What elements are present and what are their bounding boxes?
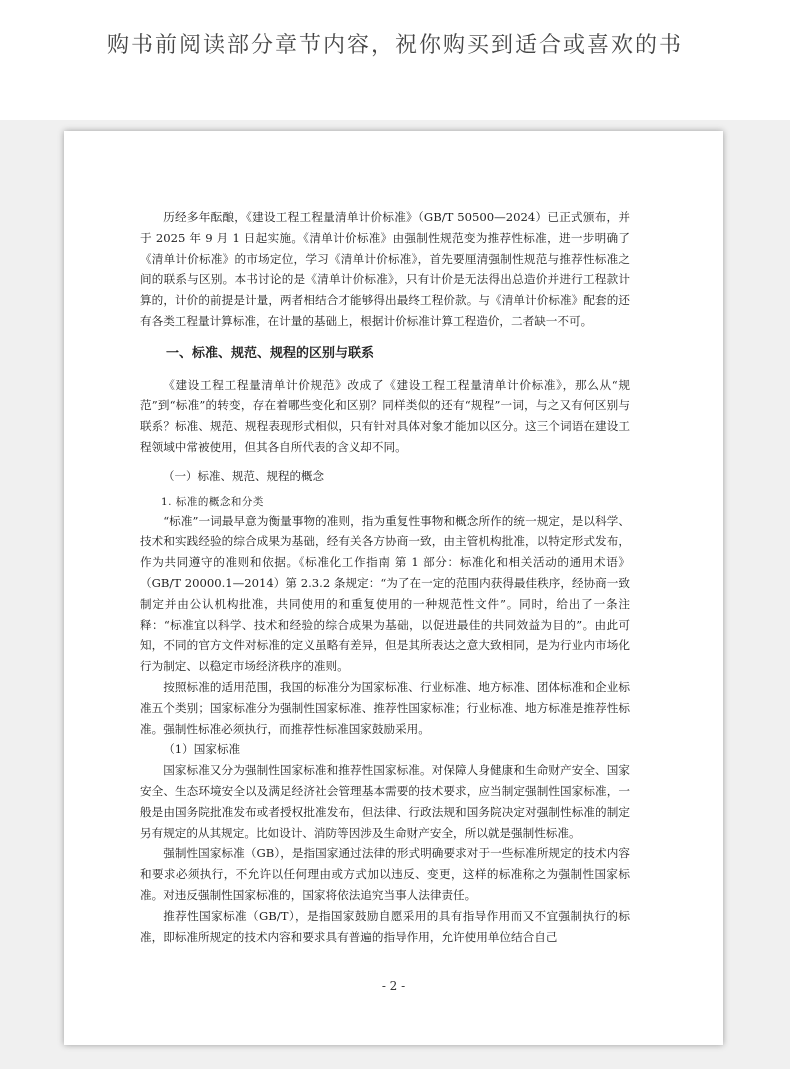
subsection-heading: （一）标准、规范、规程的概念 (163, 468, 324, 483)
page-number: - 2 - (381, 979, 406, 993)
paragraph-recommended-gbt: 推荐性国家标准（GB/T），是指国家鼓励自愿采用的具有指导作用而又不宜强制执行的标准，即标准所规定的技术内容和要求具有普遍的指导作用，允许使用单位结合自己 (140, 908, 630, 944)
paragraph-national-standard: 国家标准又分为强制性国家标准和推荐性国家标准。对保障人身健康和生命财产安全、国家安全、生态环境安全以及满足经济社会管理基本需要的技术要求，应当制定强制性国家标准，一般是由国务院批准发布或者授权批准发布，但法律、行政法规和国务院决定对强制性标准的制定另有规定的从其规定。比如设计、消防等因涉及生命财产安全，所以就是强制性标准。 (140, 763, 630, 840)
paragraph-standard-scope: 按照标准的适用范围，我国的标准分为国家标准、行业标准、地方标准、团体标准和企业标准五个类别；国家标准分为强制性国家标准、推荐性国家标准；行业标准、地方标准是推荐性标准。强制性标准必须执行，而推荐性标准国家鼓励采用。 (140, 679, 630, 736)
item-heading: 1. 标准的概念和分类 (161, 495, 264, 508)
document-page (64, 131, 723, 1045)
item-heading-national: （1）国家标准 (163, 742, 241, 757)
paragraph-standard-definition: “标准”一词最早意为衡量事物的准则，指为重复性事物和概念所作的统一规定，是以科学、技术和实践经验的综合成果为基础，经有关各方协商一致，由主管机构批准，以特定形式发布，作为共同遵守的准则和依据。《标准化工作指南 第 1 部分：标准化和相关活动的通用术语》（GB/T 20000.1—2014）第 2.3.2 条规定：“为了在一定的范围内获得最佳秩序，经协商一致制定并由公认机构批准，共同使用的和重复使用的一种规范性文件”。同时，给出了一条注释：“标准宜以科学、技术和经验的综合成果为基础，以促进最佳的共同效益为目的”。由此可知，不同的官方文件对标准的定义虽略有差异，但是其所表达之意大致相同，是为行业内市场化行为制定、以稳定市场经济秩序的准则。 (140, 513, 630, 674)
paragraph-mandatory-gb: 强制性国家标准（GB），是指国家通过法律的形式明确要求对于一些标准所规定的技术内容和要求必须执行，不允许以任何理由或方式加以违反、变更，这样的标准称之为强制性国家标准。对违反强制性国家标准的，国家将依法追究当事人法律责任。 (140, 846, 630, 902)
banner-title: 购书前阅读部分章节内容，祝你购买到适合或喜欢的书 (106, 33, 683, 58)
document-body (140, 207, 630, 947)
intro-paragraph: 历经多年酝酿，《建设工程工程量清单计价标准》（GB/T 50500—2024）已正式颁布，并于 2025 年 9 月 1 日起实施。《清单计价标准》由强制性规范变为推荐性标准，进一步明确了《清单计价标准》的市场定位，学习《清单计价标准》，首先要厘清强制性规范与推荐性标准之间的联系与区别。本书讨论的是《清单计价标准》，只有计价是无法得出总造价并进行工程款计算的，计价的前提是计量，两者相结合才能够得出最终工程价款。与《清单计价标准》配套的还有各类工程量计算标准，在计量的基础上，根据计价标准计算工程造价，二者缺一不可。 (140, 210, 630, 328)
section-paragraph: 《建设工程工程量清单计价规范》改成了《建设工程工程量清单计价标准》，那么从“规范”到“标准”的转变，存在着哪些变化和区别？同样类似的还有“规程”一词，与之又有何区别与联系？标准、规范、规程表现形式相似，只有针对具体对象才能加以区分。这三个词语在建设工程领域中常被使用，但其各自所代表的含义却不同。 (140, 377, 630, 454)
section-heading: 一、标准、规范、规程的区别与联系 (166, 345, 375, 361)
